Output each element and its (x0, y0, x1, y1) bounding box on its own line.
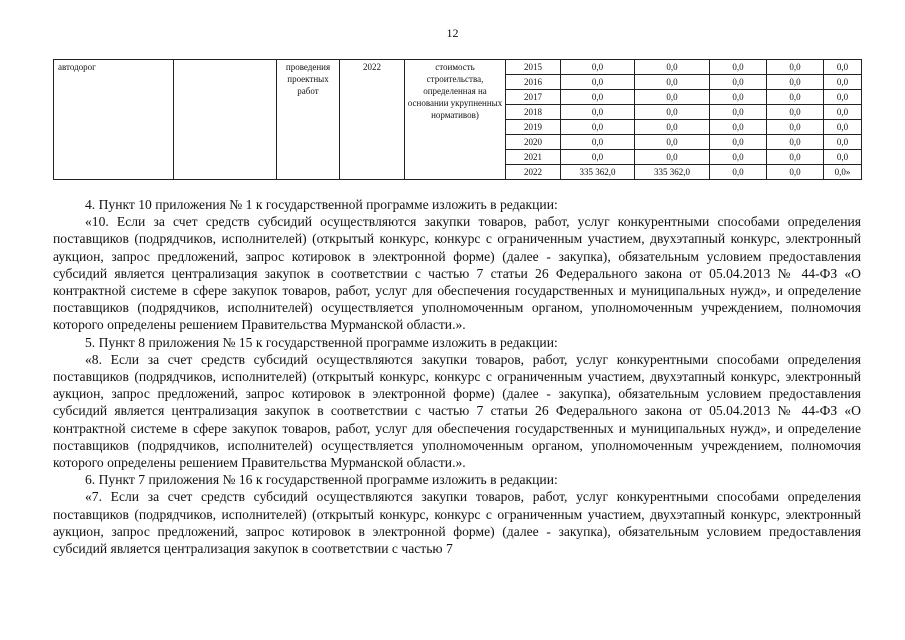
row-year: 2018 (506, 105, 561, 120)
row-year: 2016 (506, 75, 561, 90)
value-cell: 0,0 (710, 105, 767, 120)
amendment-heading: 6. Пункт 7 приложения № 16 к государственной программе изложить в редакции: (85, 472, 558, 488)
page-number: 12 (446, 26, 459, 40)
amendment-text: «8. Если за счет средств субсидий осуществляются закупки товаров, работ, услуг конкурентными способами определения поставщиков (подрядчиков, исполнителей) (открытый конкурс, конкурс с ограниченным участием, двухэтапный конкурс, электронный аукцион, запрос предложений, запрос котировок в электронной форме) (далее - закупка), обязательным условием предоставления субсидий является централизация закупок в соответствии с частью 7 статьи 26 Федерального закона от 05.04.2013 № 44-ФЗ «О контрактной системе в сфере закупок товаров, работ, услуг для обеспечения государственных и муниципальных нужд», и определение поставщиков (подрядчиков, исполнителей) осуществляется уполномоченным органом, уполномоченным учреждением, полномочия которого определены решением Правительства Мурманской области.». (53, 351, 861, 471)
value-cell: 0,0» (824, 165, 862, 180)
budget-table (53, 59, 862, 180)
row-year: 2019 (506, 120, 561, 135)
value-cell: 0,0 (710, 90, 767, 105)
value-cell: 335 362,0 (561, 165, 635, 180)
row-year: 2015 (506, 60, 561, 75)
value-cell: 0,0 (635, 120, 710, 135)
amendment-heading: 4. Пункт 10 приложения № 1 к государственной программе изложить в редакции: (85, 197, 558, 212)
value-cell: 0,0 (561, 120, 635, 135)
value-cell: 0,0 (710, 60, 767, 75)
value-cell: 0,0 (824, 150, 862, 165)
amendment-heading: 5. Пункт 8 приложения № 15 к государственной программе изложить в редакции: (85, 334, 558, 350)
value-cell: 0,0 (767, 165, 824, 180)
value-cell: 0,0 (635, 60, 710, 75)
value-cell: 335 362,0 (635, 165, 710, 180)
amendment-text: «7. Если за счет средств субсидий осуществляются закупки товаров, работ, услуг конкурентными способами определения поставщиков (подрядчиков, исполнителей) (открытый конкурс, конкурс с ограниченным участием, двухэтапный конкурс, электронный аукцион, запрос предложений, запрос котировок в электронной форме) (далее - закупка), обязательным условием предоставления субсидий является централизация закупок в соответствии с частью 7 (53, 489, 861, 557)
table-row (54, 60, 862, 75)
value-cell: 0,0 (767, 75, 824, 90)
value-cell: 0,0 (824, 120, 862, 135)
value-cell: 0,0 (635, 75, 710, 90)
value-cell: 0,0 (710, 120, 767, 135)
row-year: 2017 (506, 90, 561, 105)
value-cell: 0,0 (561, 150, 635, 165)
document-body (53, 196, 861, 557)
value-cell: 0,0 (824, 75, 862, 90)
value-cell: 0,0 (635, 135, 710, 150)
value-cell: 0,0 (635, 150, 710, 165)
value-cell: 0,0 (824, 60, 862, 75)
value-cell: 0,0 (561, 60, 635, 75)
value-cell: 0,0 (767, 150, 824, 165)
table-body (54, 60, 862, 180)
value-cell: 0,0 (561, 90, 635, 105)
value-cell: 0,0 (635, 90, 710, 105)
stage-cell: проведения проектных работ (277, 60, 340, 180)
road-cell: автодорог (54, 60, 174, 180)
value-cell: 0,0 (561, 135, 635, 150)
value-cell: 0,0 (710, 75, 767, 90)
value-cell: 0,0 (635, 105, 710, 120)
value-cell: 0,0 (767, 120, 824, 135)
value-cell: 0,0 (767, 105, 824, 120)
value-cell: 0,0 (710, 135, 767, 150)
year-cell: 2022 (340, 60, 405, 180)
value-cell: 0,0 (561, 75, 635, 90)
row-year: 2020 (506, 135, 561, 150)
basis-cell: стоимость строительства, определенная на основании укрупненных нормативов) (405, 60, 506, 180)
value-cell: 0,0 (767, 135, 824, 150)
empty-cell (174, 60, 277, 180)
value-cell: 0,0 (561, 105, 635, 120)
value-cell: 0,0 (710, 150, 767, 165)
value-cell: 0,0 (824, 135, 862, 150)
amendment-text: «10. Если за счет средств субсидий осуществляются закупки товаров, работ, услуг конкурентными способами определения поставщиков (подрядчиков, исполнителей) (открытый конкурс, конкурс с ограниченным участием, двухэтапный конкурс, электронный аукцион, запрос предложений, запрос котировок в электронной форме) (далее - закупка), обязательным условием предоставления субсидий является централизация закупок в соответствии с частью 7 статьи 26 Федерального закона от 05.04.2013 № 44-ФЗ «О контрактной системе в сфере закупок товаров, работ, услуг для обеспечения государственных и муниципальных нужд», и определение поставщиков (подрядчиков, исполнителей) осуществляется уполномоченным органом, уполномоченным учреждением, полномочия которого определены решением Правительства Мурманской области.». (53, 214, 861, 333)
value-cell: 0,0 (824, 105, 862, 120)
row-year: 2021 (506, 150, 561, 165)
value-cell: 0,0 (767, 90, 824, 105)
row-year: 2022 (506, 165, 561, 180)
value-cell: 0,0 (824, 90, 862, 105)
value-cell: 0,0 (710, 165, 767, 180)
value-cell: 0,0 (767, 60, 824, 75)
